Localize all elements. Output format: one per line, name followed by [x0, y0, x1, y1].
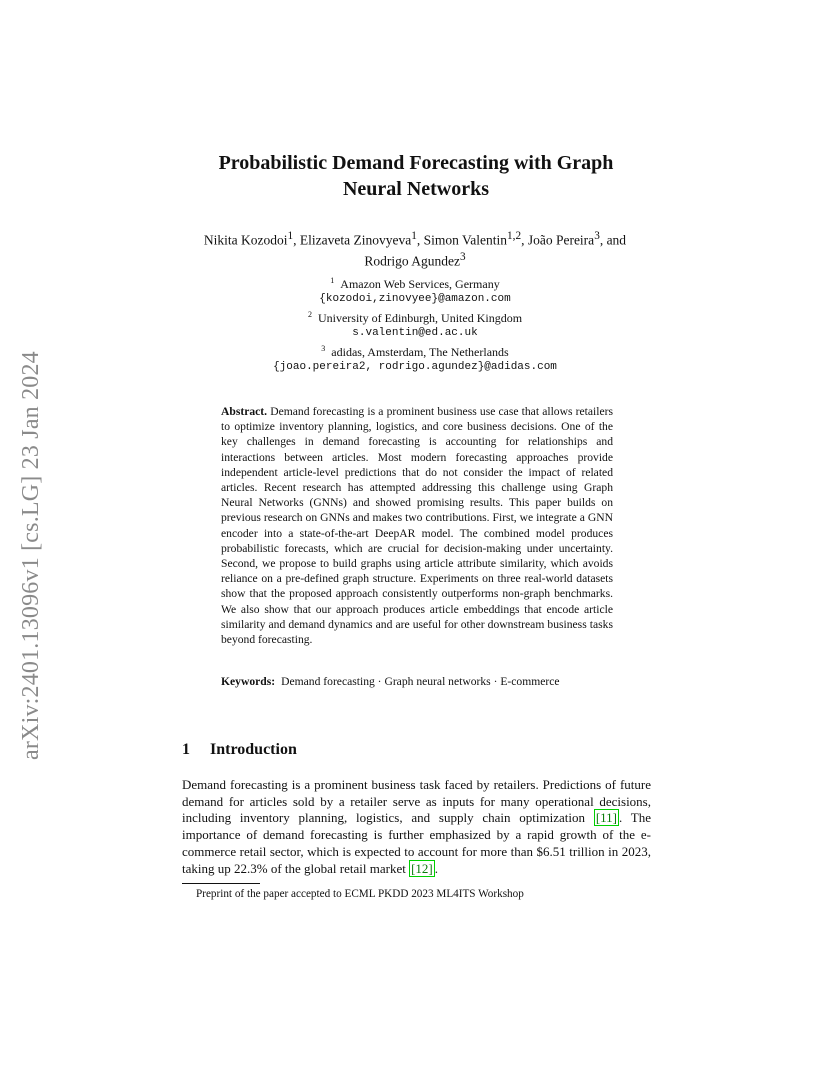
arxiv-identifier: arXiv:2401.13096v1 [cs.LG] 23 Jan 2024 — [18, 351, 44, 760]
authors-line-2 — [160, 249, 670, 270]
abstract-label: Abstract. — [221, 405, 268, 418]
author-name: Rodrigo Agundez — [364, 253, 460, 268]
affiliation-name: University of Edinburgh, United Kingdom — [317, 311, 523, 325]
affiliation-1 — [160, 273, 670, 292]
author-affiliation-mark: 1,2 — [507, 230, 522, 242]
affiliation-mark: 2 — [307, 310, 312, 319]
author-name: Simon Valentin — [423, 232, 508, 248]
keywords-text: Demand forecasting · Graph neural networks · E-commerce — [281, 675, 560, 688]
affiliation-mark: 1 — [330, 276, 335, 285]
author-affiliation-mark: 1 — [411, 230, 417, 242]
affiliation-2-email: s.valentin@ed.ac.uk — [352, 327, 478, 339]
keywords — [221, 674, 621, 689]
abstract — [221, 404, 613, 647]
section-heading — [182, 741, 297, 759]
author-affiliation-mark: 3 — [460, 250, 466, 263]
abstract-text: Demand forecasting is a prominent business use case that allows retailers to optimize inventory planning, logistics, and core business decisions. One of the key challenges in demand forecasting is accounting for relationships and interactions between articles. Most modern forecasting approaches provide independent article-level predictions that do not consider the impact of related articles. Recent research has attempted addressing this challenge using Graph Neural Networks (GNNs) and showed promising results. This paper builds on previous research on GNNs and makes two contributions. First, we integrate a GNN encoder into a state-of-the-art DeepAR model. The combined model produces probabilistic forecasts, which are crucial for decision-making under uncertainty. Second, we propose to build graphs using article attribute similarity, which avoids reliance on a pre-defined graph structure. Experiments on three real-world datasets show that the proposed approach consistently outperforms non-graph benchmarks. We also show that our approach produces article embeddings that encode article similarity and demand dynamics and are useful for other downstream business tasks beyond forecasting. — [221, 405, 614, 647]
footnote-rule — [182, 883, 260, 884]
footnote: Preprint of the paper accepted to ECML PKDD 2023 ML4ITS Workshop — [196, 888, 524, 900]
title-line-2: Neural Networks — [342, 178, 490, 200]
author-affiliation-mark: 1 — [287, 230, 294, 242]
affiliation-3 — [160, 341, 670, 360]
author-affiliation-mark: 3 — [594, 230, 600, 242]
affiliation-1-email: {kozodoi,zinovyee}@amazon.com — [319, 293, 511, 305]
authors-line-1: Nikita Kozodoi$^1$, Elizaveta Zinovyeva$^1$, Simon Valentin$^{1,2}$, João Pereira$^3$, and — [203, 230, 627, 248]
author-name: Elizaveta Zinovyeva — [299, 232, 412, 248]
section-number: 1 — [182, 741, 190, 758]
author-list — [160, 228, 670, 269]
affiliation-2 — [160, 307, 670, 326]
intro-text-2: . The importance of demand forecasting is further emphasized by a rapid growth of the e-commerce retail sector, which is expected to account for more than $6.51 trillion in 2023, taking up 22.3% of the global retail market — [182, 810, 652, 876]
paper-title — [150, 150, 682, 202]
title-line-1: Probabilistic Demand Forecasting with Graph — [218, 152, 614, 174]
affiliation-3-email: {joao.pereira2, rodrigo.agundez}@adidas.com — [273, 361, 557, 373]
introduction-paragraph — [182, 777, 651, 877]
intro-text-3: . — [434, 860, 438, 876]
affiliation-name: adidas, Amsterdam, The Netherlands — [331, 345, 509, 359]
affiliation-name: Amazon Web Services, Germany — [340, 277, 500, 291]
author-name: João Pereira — [527, 232, 595, 248]
citation-link-12[interactable]: [12] — [411, 860, 433, 876]
intro-text-1: Demand forecasting is a prominent business task faced by retailers. Predictions of future demand for articles sold by a retailer serve as inputs for many operational decisions, including inventory planning, logistics, and supply chain optimization — [182, 777, 651, 826]
author-name: Nikita Kozodoi — [203, 232, 288, 248]
affiliation-mark: 3 — [321, 344, 326, 353]
citation-link-11[interactable]: [11] — [595, 810, 617, 826]
keywords-label: Keywords: — [221, 675, 276, 688]
section-title: Introduction — [210, 741, 297, 758]
affiliations — [160, 273, 670, 375]
